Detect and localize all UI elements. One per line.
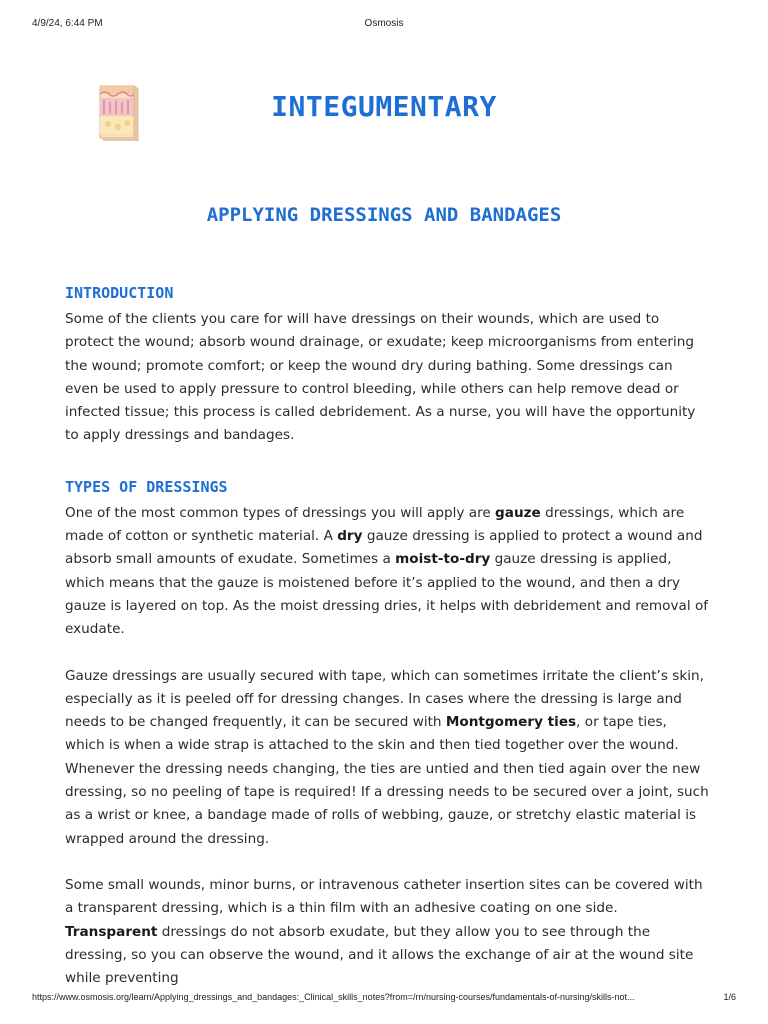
text-span: , or tape ties, which is when a wide strap is attached to the skin and then tied together over the wound. Whenever the dressing needs changing, the ties are untied and then tied again over the new dressing, so no peeling of tape is required! If a dressing needs to be secured over a joint, such as a wrist or knee, a bandage made of rolls of webbing, gauze, or stretchy elastic material is wrapped around the dressing.: [65, 714, 709, 847]
page-title: INTEGUMENTARY: [271, 90, 497, 123]
term-moist-to-dry: moist-to-dry: [395, 551, 491, 568]
print-footer: [32, 992, 736, 1004]
article-body: [65, 282, 710, 990]
text-span: One of the most common types of dressings you will apply are: [65, 504, 496, 521]
section-heading-types-of-dressings: TYPES OF DRESSINGS: [65, 477, 228, 496]
introduction-paragraph: Some of the clients you care for will have dressings on their wounds, which are used to protect the wound; absorb wound drainage, or exudate; keep microorganisms from entering the wound; promote comfort; or keep the wound dry during bathing. Some dressings can even be used to apply pressure to control bleeding, while others can help remove dead or infected tissue; this process is called debridement. As a nurse, you will have the opportunity to apply dressings and bandages.: [65, 311, 696, 444]
text-span: gauze dressing is applied to protect a wound and absorb small amounts of exudate. Sometimes a: [65, 528, 703, 568]
text-span: Some small wounds, minor burns, or intravenous catheter insertion sites can be covered with a transparent dressing, which is a thin film with an adhesive coating on one side.: [65, 876, 703, 917]
page-subtitle: APPLYING DRESSINGS AND BANDAGES: [206, 204, 562, 226]
print-header: [32, 18, 736, 32]
types-paragraph-3: [65, 874, 710, 990]
print-date: 4/9/24, 6:44 PM: [32, 18, 103, 29]
text-span: gauze dressing is applied, which means that the gauze is moistened before it’s applied to the wound, and then a dry gauze is layered on top. As the moist dressing dries, it helps with debridement and removal of exudate.: [65, 551, 709, 638]
term-dry: dry: [337, 528, 363, 545]
term-transparent: Transparent: [65, 923, 158, 940]
print-url: https://www.osmosis.org/learn/Applying_dressings_and_bandages:_Clinical_skills_notes?from=/rn/nursing-courses/fundamentals-of-nursing/skills-not...: [32, 992, 635, 1002]
page-indicator: 1/6: [723, 992, 736, 1002]
types-paragraph-2: [65, 665, 710, 851]
term-montgomery-ties: Montgomery ties: [445, 714, 577, 731]
types-paragraph-1: [65, 502, 710, 642]
text-span: dressings do not absorb exudate, but they allow you to see through the dressing, so you can observe the wound, and it allows the exchange of air at the wound site while preventing: [65, 923, 694, 987]
text-span: dressings, which are made of cotton or synthetic material. A: [65, 504, 685, 545]
term-gauze: gauze: [495, 504, 541, 521]
text-span: Gauze dressings are usually secured with tape, which can sometimes irritate the client’s skin, especially as it is peeled off for dressing changes. In cases where the dressing is large and needs to be changed frequently, it can be secured with: [65, 667, 704, 731]
section-heading-introduction: INTRODUCTION: [65, 284, 174, 302]
print-site-name: Osmosis: [364, 18, 404, 29]
